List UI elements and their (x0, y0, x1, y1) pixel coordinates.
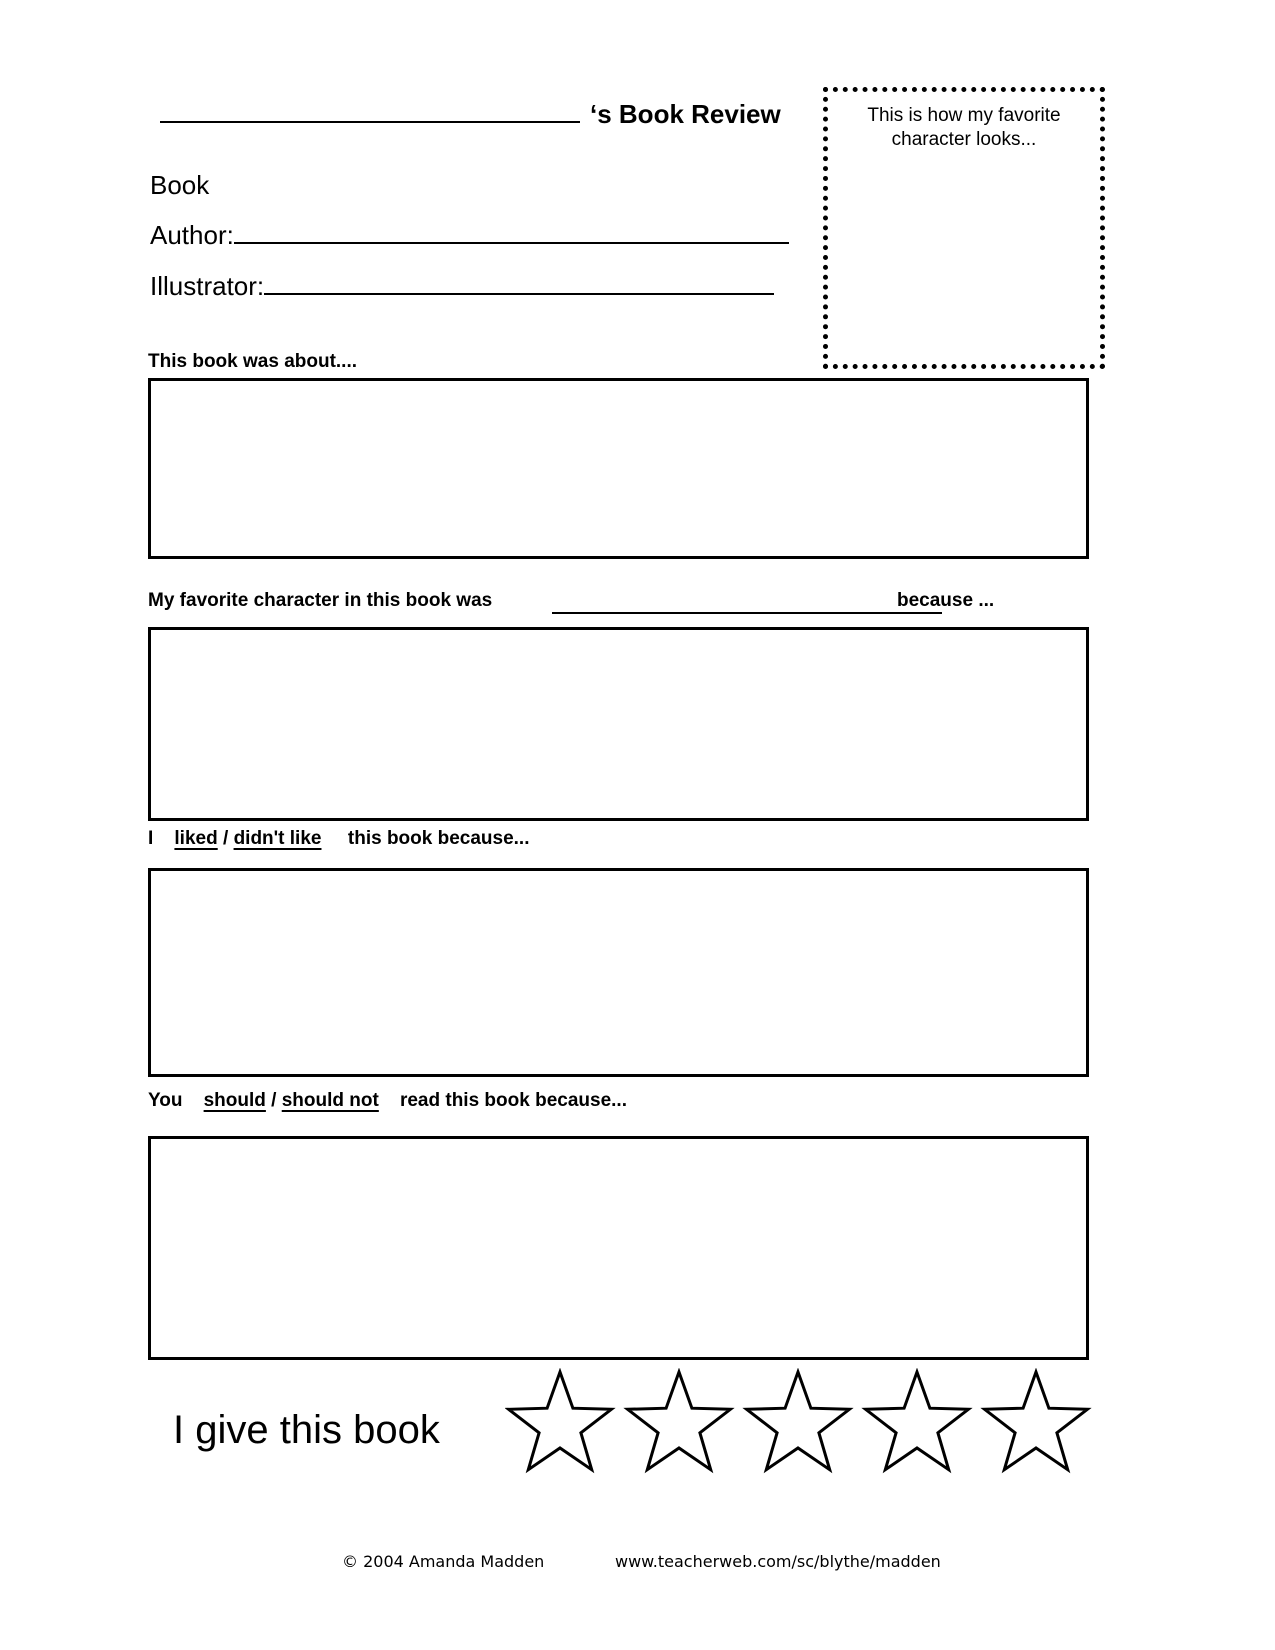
illustrator-label: Illustrator: (150, 271, 265, 301)
liked-slash: / (223, 828, 229, 849)
page-title: ‘s Book Review (590, 99, 781, 129)
author-label: Author: (150, 220, 234, 250)
rating-star-4[interactable] (866, 1372, 969, 1470)
book-field (150, 170, 209, 201)
drawing-box-caption (828, 104, 1100, 152)
rating-star-1[interactable] (509, 1372, 612, 1470)
liked-prefix: I (148, 828, 154, 849)
drawing-caption-line2: character looks... (891, 129, 1037, 150)
illustrator-field (150, 269, 774, 302)
rating-star-3[interactable] (747, 1372, 850, 1470)
rating-label: I give this book (173, 1408, 440, 1452)
favorite-prefix: My favorite character in this book was (148, 590, 493, 611)
favorite-character-answer-box[interactable] (148, 627, 1089, 821)
star-rating[interactable] (505, 1368, 1100, 1478)
name-blank[interactable] (160, 95, 580, 123)
footer-copyright: © 2004 Amanda Madden (342, 1552, 545, 1571)
recommend-answer-box[interactable] (148, 1136, 1089, 1360)
illustrator-blank[interactable] (264, 269, 774, 295)
liked-answer-box[interactable] (148, 868, 1089, 1077)
favorite-suffix: because ... (897, 590, 995, 611)
didnt-like-option[interactable]: didn't like (233, 828, 322, 849)
author-blank[interactable] (234, 218, 789, 244)
about-label: This book was about.... (148, 351, 358, 372)
should-slash: / (271, 1090, 277, 1111)
should-option[interactable]: should (203, 1090, 266, 1111)
character-drawing-box[interactable] (823, 87, 1105, 369)
recommend-line (148, 1090, 627, 1112)
liked-suffix: this book because... (347, 828, 530, 849)
book-label: Book (150, 170, 210, 200)
about-answer-box[interactable] (148, 378, 1089, 559)
liked-option[interactable]: liked (174, 828, 218, 849)
author-field (150, 218, 789, 251)
favorite-character-blank[interactable] (552, 612, 942, 614)
title-line (160, 95, 781, 130)
footer-url: www.teacherweb.com/sc/blythe/madden (615, 1552, 941, 1571)
read-suffix: read this book because... (399, 1090, 627, 1111)
drawing-caption-line1: This is how my favorite (867, 105, 1061, 126)
liked-line (148, 828, 530, 850)
favorite-character-label (148, 590, 492, 612)
rating-star-2[interactable] (628, 1372, 731, 1470)
rating-star-5[interactable] (985, 1372, 1088, 1470)
should-not-option[interactable]: should not (281, 1090, 379, 1111)
you-label: You (148, 1090, 183, 1111)
